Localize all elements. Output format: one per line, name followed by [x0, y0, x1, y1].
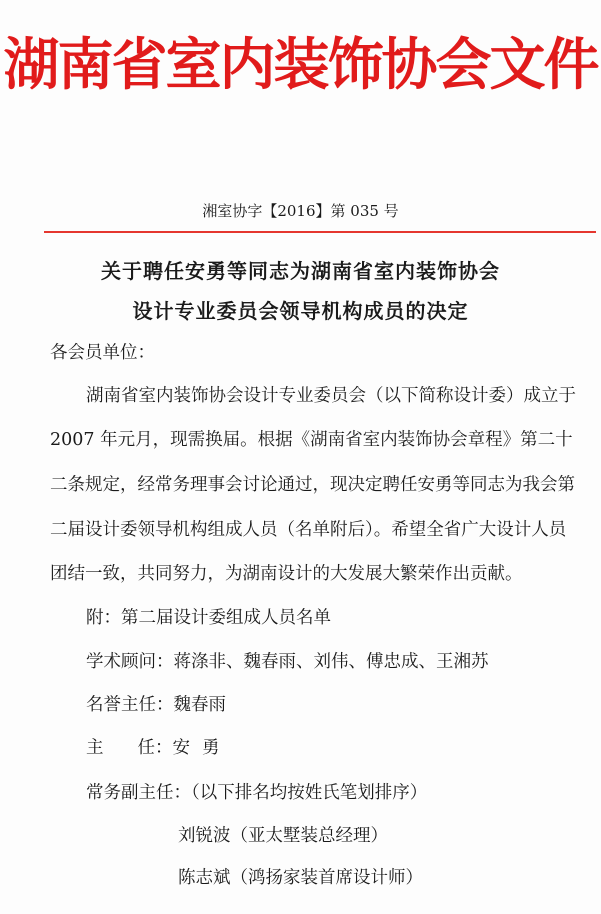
director-name: 安勇 — [172, 738, 232, 758]
document-header-title: 湖南省室内装饰协会文件 — [3, 33, 598, 98]
honorary-director: 名誉主任：魏春雨 — [86, 695, 226, 715]
member-list-item: 陈志斌（鸿扬家装首席设计师） — [178, 868, 423, 888]
paragraph-line: 2007 年元月，现需换届。根据《湖南省室内装饰协会章程》第二十 — [50, 430, 573, 450]
director-label-part-1: 主 — [86, 738, 104, 758]
attachment-note: 附：第二届设计委组成人员名单 — [86, 608, 331, 628]
paragraph-line: 二届设计委领导机构组成人员（名单附后）。希望全省广大设计人员 — [50, 520, 567, 540]
salutation: 各会员单位： — [50, 343, 155, 363]
executive-vice-director-heading: 常务副主任：（以下排名均按姓氏笔划排序） — [86, 783, 428, 803]
document-number: 湘室协字【2016】第 035 号 — [202, 202, 399, 220]
paragraph-line: 湖南省室内装饰协会设计专业委员会（以下简称设计委）成立于 — [86, 386, 576, 406]
member-list-item: 刘锐波（亚太墅装总经理） — [178, 826, 388, 846]
director — [86, 738, 232, 759]
red-divider-rule — [44, 231, 596, 233]
paragraph-line: 团结一致，共同努力，为湖南设计的大发展大繁荣作出贡献。 — [50, 564, 523, 584]
subject-line-2: 设计专业委员会领导机构成员的决定 — [132, 299, 469, 323]
subject-line-1: 关于聘任安勇等同志为湖南省室内装饰协会 — [101, 259, 500, 283]
academic-advisors: 学术顾问：蒋涤非、魏春雨、刘伟、傅忠成、王湘苏 — [86, 652, 489, 672]
paragraph-line: 二条规定，经常务理事会讨论通过，现决定聘任安勇等同志为我会第 — [50, 475, 575, 495]
director-label-part-2: 任： — [137, 738, 173, 758]
